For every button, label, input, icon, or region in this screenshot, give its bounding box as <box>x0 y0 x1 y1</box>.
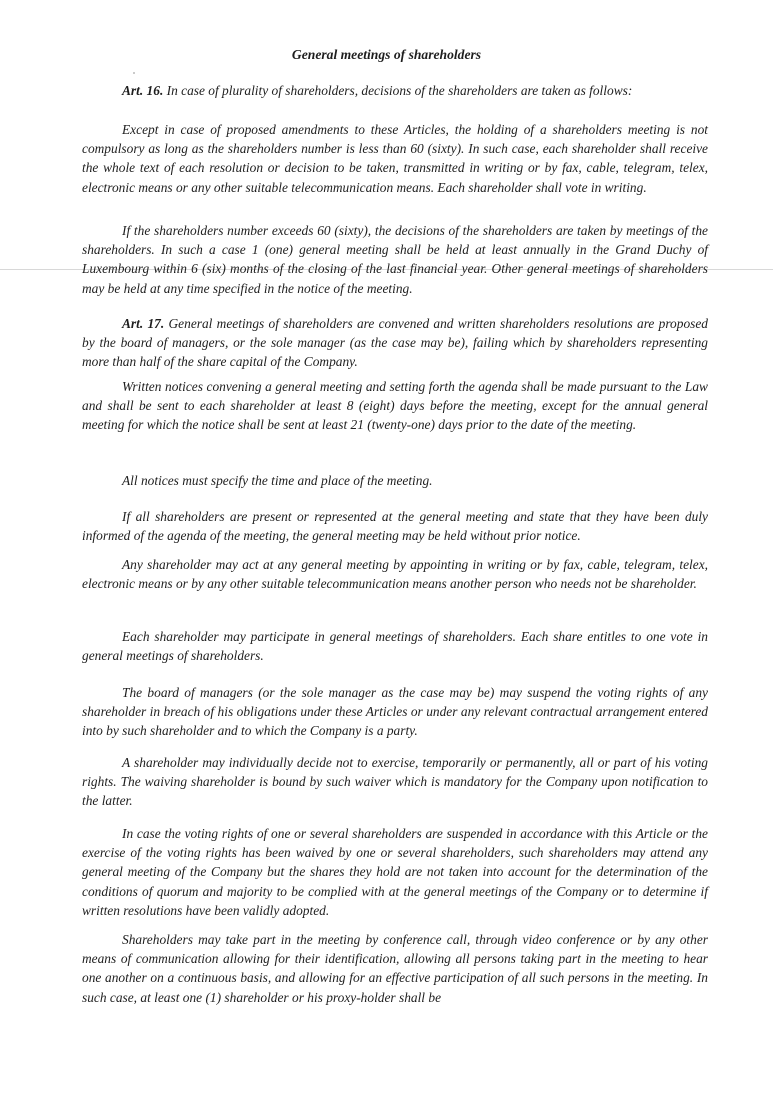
scan-speck <box>133 72 135 74</box>
paragraph-3: Written notices convening a general meeting and setting forth the agenda shall be made pursuant to the Law and shall be sent to each shareholder at least 8 (eight) days before the meeting, except for the annual general meeting for which the notice shall be sent at least 21 (twenty-one) days prior to the date of the meeting. <box>82 379 708 433</box>
paragraph-8: The board of managers (or the sole manager as the case may be) may suspend the voting rights of any shareholder in breach of his obligations under these Articles or under any relevant contractual arrangement entered into by such shareholder and to which the Company is a party. <box>82 685 708 739</box>
article-16-paragraph <box>82 81 708 100</box>
paragraph-4: All notices must specify the time and place of the meeting. <box>122 473 433 488</box>
section-heading: General meetings of shareholders <box>291 47 482 62</box>
paragraph-1: Except in case of proposed amendments to these Articles, the holding of a shareholders meeting is not compulsory as long as the shareholders number is less than 60 (sixty). In such case, each shareholder shall receive the whole text of each resolution or decision to be taken, transmitted in writing or by fax, cable, telegram, telex, electronic means or any other suitable telecommunication means. Each shareholder shall vote in writing. <box>82 122 708 195</box>
article-17-text: General meetings of shareholders are convened and written shareholders resolutions are proposed by the board of managers, or the sole manager (as the case may be), failing which by shareholders representing more than half of the share capital of the Company. <box>82 316 708 370</box>
paragraph-5: If all shareholders are present or represented at the general meeting and state that they have been duly informed of the agenda of the meeting, the general meeting may be held without prior notice. <box>82 509 708 544</box>
article-17-label: Art. 17. <box>122 316 165 331</box>
paragraph-7: Each shareholder may participate in general meetings of shareholders. Each share entitles to one vote in general meetings of shareholders. <box>82 629 708 664</box>
paragraph-2: If the shareholders number exceeds 60 (sixty), the decisions of the shareholders are taken by meetings of the shareholders. In such a case 1 (one) general meeting shall be held at least annually in the Grand Duchy of Luxembourg within 6 (six) months of the closing of the last financial year. Other general meetings of shareholders may be held at any time specified in the notice of the meeting. <box>82 223 708 296</box>
article-16-text: In case of plurality of shareholders, decisions of the shareholders are taken as follows: <box>163 83 633 98</box>
article-16-label: Art. 16. <box>122 83 164 98</box>
paragraph-11: Shareholders may take part in the meeting by conference call, through video conference or by any other means of communication allowing for their identification, allowing all persons taking part in the meeting to hear one another on a continuous basis, and allowing for an effective participation of all such persons in the meeting. In such case, at least one (1) shareholder or his proxy-holder shall be <box>82 932 708 1005</box>
article-17-paragraph <box>82 314 708 372</box>
paragraph-6: Any shareholder may act at any general meeting by appointing in writing or by fax, cable, telegram, telex, electronic means or by any other suitable telecommunication means another person who needs not be shareholder. <box>82 557 708 592</box>
paragraph-10: In case the voting rights of one or several shareholders are suspended in accordance with this Article or the exercise of the voting rights has been waived by one or several shareholders, such shareholders may attend any general meeting of the Company but the shares they hold are not taken into account for the determination of the conditions of quorum and majority to be complied with at the general meetings of the Company or to determine if written resolutions have been validly adopted. <box>82 826 708 918</box>
paragraph-9: A shareholder may individually decide not to exercise, temporarily or permanently, all or part of his voting rights. The waiving shareholder is bound by such waiver which is mandatory for the Company upon notification to the latter. <box>82 755 708 809</box>
